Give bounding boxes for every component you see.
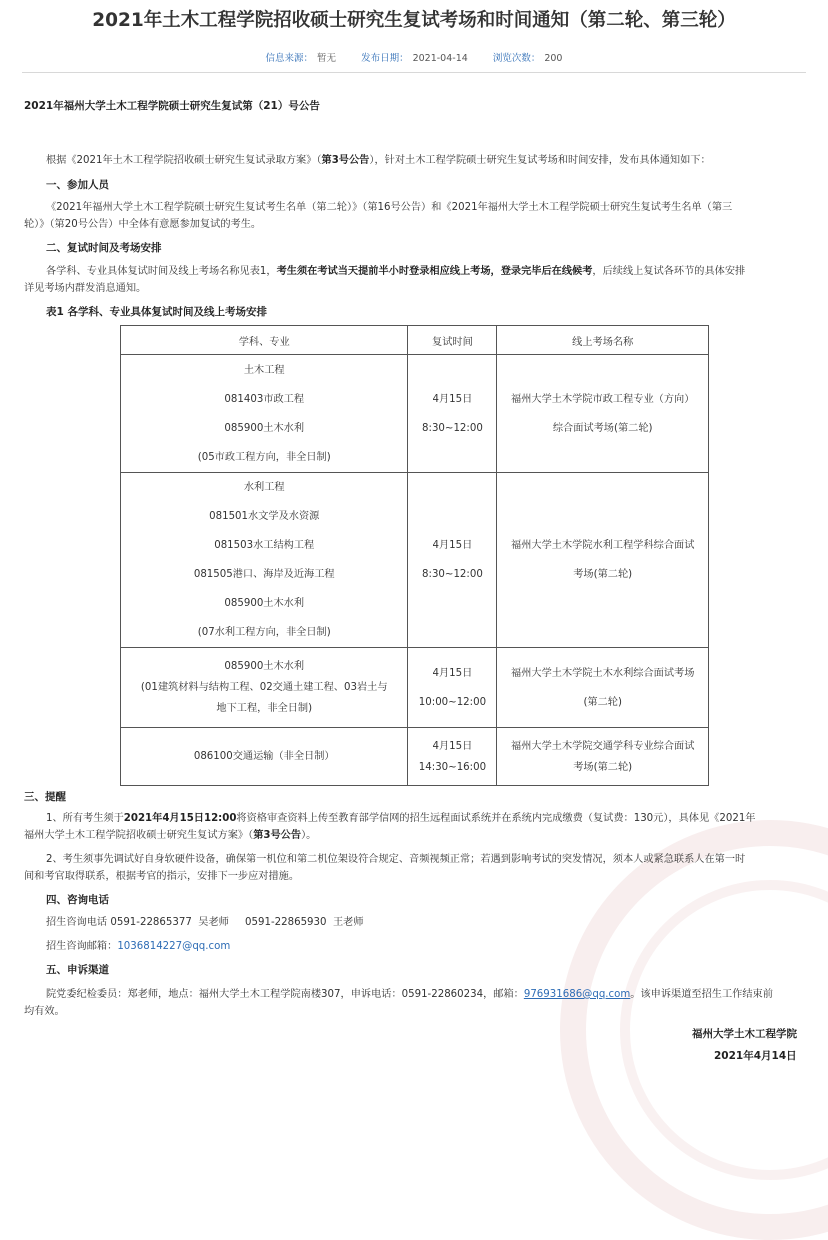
room-line: 福州大学土木学院水利工程学科综合面试 (511, 540, 695, 551)
table-caption: 表1 各学科、专业具体复试时间及线上考场安排 (46, 306, 267, 318)
room-line: 考场(第二轮) (573, 761, 633, 773)
subject-line: (01建筑材料与结构工程、02交通土建工程、03岩土与 (140, 682, 388, 693)
source-value: 暂无 (317, 53, 337, 64)
article-meta (0, 50, 828, 64)
time-date: 4月15日 (432, 540, 473, 551)
subject-line: 081501水文学及水资源 (209, 511, 320, 522)
room-line: 考场(第二轮) (573, 569, 633, 580)
reminder-1-bold-2: 第3号公告 (253, 830, 302, 841)
time-cell (408, 473, 497, 648)
views-label: 浏览次数： (492, 53, 541, 64)
subject-cell (121, 648, 408, 728)
subject-line: 085900土木水利 (224, 422, 305, 434)
reminder-1-text: 1、所有考生须于 (46, 813, 124, 824)
header-room: 线上考场名称 (497, 326, 709, 355)
schedule-table (120, 325, 709, 786)
section-3-heading: 三、提醒 (24, 791, 66, 803)
consult-phone: 招生咨询电话 0591-22865377 吴老师 0591-22865930 王老师 (46, 917, 364, 928)
appeal-text: 院党委纪检委员：郑老师，地点：福州大学土木工程学院南楼307，申诉电话：0591-22860234，邮箱： (46, 989, 524, 1000)
appeal-email-link[interactable]: 976931686@qq.com (523, 989, 631, 1000)
subject-line: 081505港口、海岸及近海工程 (193, 569, 335, 580)
subject-line: 081503水工结构工程 (214, 540, 315, 551)
room-cell (497, 355, 709, 473)
appeal-text-end: 。该申诉渠道至招生工作结束前 (630, 989, 773, 1000)
time-cell (408, 648, 497, 728)
page-title: 2021年土木工程学院招收硕士研究生复试考场和时间通知（第二轮、第三轮） (92, 10, 736, 31)
announcement-headline: 2021年福州大学土木工程学院硕士研究生复试第（21）号公告 (24, 100, 320, 112)
section-1-line-1: 《2021年福州大学土木工程学院硕士研究生复试考生名单（第二轮）》（第16号公告）和《2021年福州大学土木工程学院硕士研究生复试考生名单（第三 (46, 202, 733, 213)
views-value: 200 (544, 53, 563, 64)
table-row (121, 728, 709, 786)
consult-email-link[interactable]: 1036814227@qq.com (117, 941, 231, 952)
intro-text-end: ），针对土木工程学院硕士研究生复试考场和时间安排，发布具体通知如下： (369, 155, 711, 166)
table-row (121, 648, 709, 728)
header-subject: 学科、专业 (121, 326, 408, 355)
room-line: 福州大学土木学院土木水利综合面试考场 (511, 667, 695, 679)
section-2-line-1 (46, 263, 745, 280)
header-time: 复试时间 (408, 326, 497, 355)
appeal-line-2: 均有效。 (24, 1006, 65, 1017)
subject-line: 081403市政工程 (224, 393, 305, 405)
consult-email-row (46, 938, 230, 955)
date-label: 发布日期： (361, 53, 409, 64)
header-divider (22, 72, 806, 73)
intro-paragraph (46, 152, 711, 169)
section-5-heading: 五、申诉渠道 (46, 964, 109, 976)
section-2-line-2: 详见考场内群发消息通知。 (24, 283, 147, 294)
time-date: 4月15日 (432, 667, 473, 679)
table-header-row (121, 326, 709, 355)
subject-line: (07水利工程方向，非全日制) (197, 627, 331, 638)
room-line: (第二轮) (583, 696, 622, 708)
subject-line: 086100交通运输（非全日制） (193, 751, 335, 762)
signature-date: 2021年4月14日 (714, 1050, 797, 1062)
room-line: 福州大学土木学院市政工程专业（方向） (511, 393, 695, 405)
section-2-heading: 二、复试时间及考场安排 (46, 242, 162, 254)
room-cell (497, 728, 709, 786)
table-row (121, 355, 709, 473)
time-range: 8:30~12:00 (422, 569, 483, 580)
subject-line: (05市政工程方向，非全日制) (197, 451, 331, 463)
time-range: 8:30~12:00 (422, 422, 483, 434)
time-cell (408, 355, 497, 473)
subject-line: 水利工程 (243, 482, 285, 493)
section-2-text: 各学科、专业具体复试时间及线上考场名称见表1， (46, 266, 277, 277)
reminder-1-text-end: 将资格审查资料上传至教育部学信网的招生远程面试系统并在系统内完成缴费（复试费：130元），具体见《2021年 (236, 813, 756, 824)
room-cell (497, 648, 709, 728)
time-range: 14:30~16:00 (418, 761, 487, 773)
subject-cell (121, 728, 408, 786)
time-range: 10:00~12:00 (418, 696, 487, 708)
reminder-1-deadline: 2021年4月15日12:00 (123, 813, 237, 824)
section-1-heading: 一、参加人员 (46, 179, 109, 191)
room-line: 综合面试考场(第二轮) (552, 422, 653, 434)
consult-email-label: 招生咨询邮箱： (46, 941, 118, 952)
signature-org: 福州大学土木工程学院 (692, 1028, 797, 1040)
intro-bold: 第3号公告 (321, 155, 370, 166)
subject-line: 地下工程，非全日制) (216, 703, 313, 714)
subject-cell (121, 473, 408, 648)
reminder-2-line-2: 间和考官取得联系，根据考官的指示，安排下一步应对措施。 (24, 871, 300, 882)
table-row (121, 473, 709, 648)
time-date: 4月15日 (432, 740, 473, 752)
time-cell (408, 728, 497, 786)
source-label: 信息来源： (265, 53, 314, 64)
time-date: 4月15日 (432, 393, 473, 405)
reminder-2-line-1: 2、考生须事先调试好自身软硬件设备，确保第一机位和第二机位架设符合规定、音频视频正常；若遇到影响考试的突发情况，须本人或紧急联系人在第一时 (46, 854, 746, 865)
section-4-heading: 四、咨询电话 (46, 894, 109, 906)
room-line: 福州大学土木学院交通学科专业综合面试 (511, 740, 695, 752)
subject-line: 085900土木水利 (224, 661, 305, 672)
section-2-text-end: ，后续线上复试各环节的具体安排 (592, 266, 746, 277)
appeal-line-1 (46, 986, 773, 1003)
reminder-1-line-1 (46, 810, 756, 827)
room-cell (497, 473, 709, 648)
date-value: 2021-04-14 (412, 53, 468, 64)
reminder-1-text-2-end: ）。 (301, 830, 317, 841)
subject-line: 085900土木水利 (224, 598, 305, 609)
reminder-1-line-2 (24, 827, 316, 844)
section-1-line-2: 轮）》（第20号公告）中全体有意愿参加复试的考生。 (24, 219, 262, 230)
reminder-1-text-2: 福州大学土木工程学院招收硕士研究生复试方案》（ (24, 830, 254, 841)
section-2-bold: 考生须在考试当天提前半小时登录相应线上考场，登录完毕后在线候考 (276, 266, 593, 277)
intro-text: 根据《2021年土木工程学院招收硕士研究生复试录取方案》（ (46, 155, 322, 166)
subject-line: 土木工程 (243, 364, 285, 376)
subject-cell (121, 355, 408, 473)
